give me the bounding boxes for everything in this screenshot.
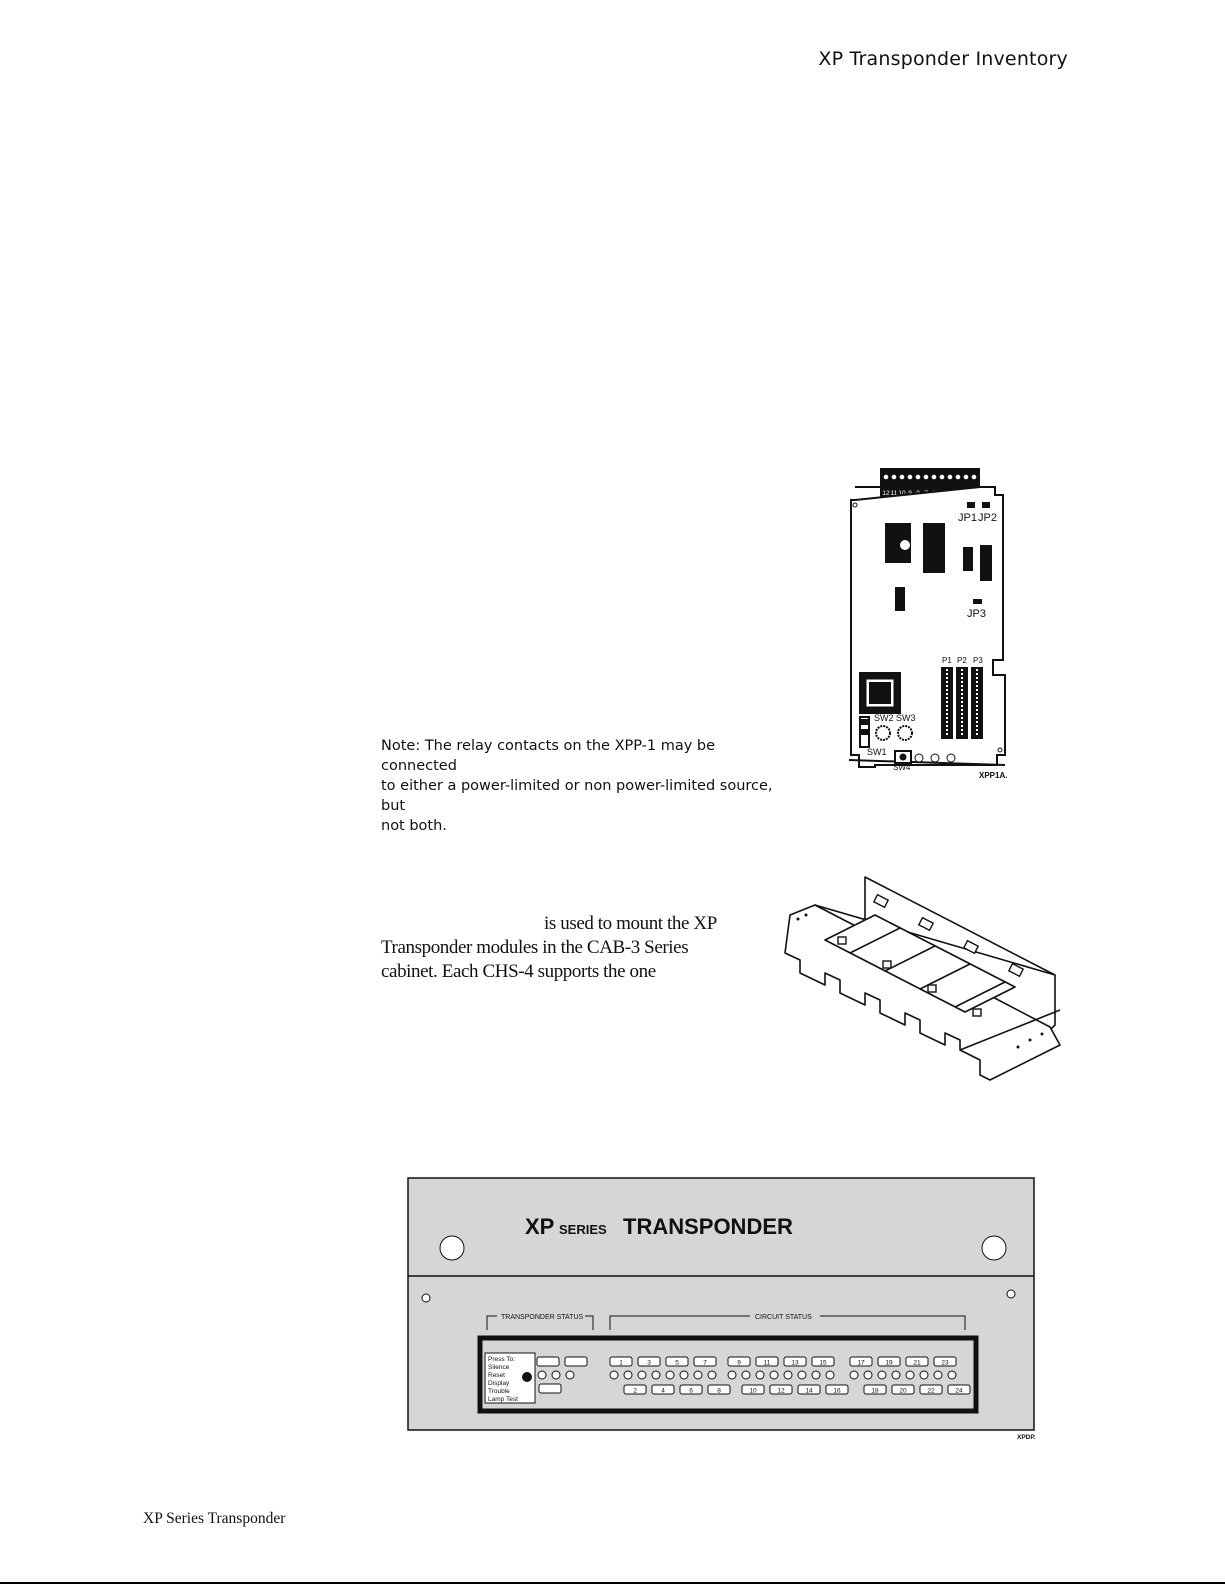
terminal-screw — [900, 475, 905, 480]
running-header: XP Transponder Inventory — [818, 48, 1068, 70]
circuit-label-odd: 17 — [857, 1359, 865, 1367]
circuit-label-even: 12 — [777, 1387, 785, 1395]
terminal-screw — [924, 475, 929, 480]
chs-line: cabinet. Each CHS-4 supports the one — [381, 961, 656, 982]
circuit-label-odd: 13 — [791, 1359, 799, 1367]
transponder-front-panel — [405, 1175, 1045, 1455]
chip-d — [980, 545, 992, 581]
terminal-screw — [964, 475, 969, 480]
circuit-led — [756, 1371, 764, 1379]
circuit-label-odd: 11 — [763, 1359, 771, 1367]
circuit-led — [892, 1371, 900, 1379]
terminal-number: 10 — [898, 490, 906, 497]
chip-b — [923, 523, 945, 573]
circuit-led — [610, 1371, 618, 1379]
screw-icon — [422, 1294, 430, 1302]
chs4-description — [381, 912, 741, 984]
circuit-label-even: 22 — [927, 1387, 935, 1395]
svg-text:SW4: SW4 — [893, 763, 911, 772]
terminal-number: 11 — [890, 490, 898, 497]
panel-title-xp: XP — [525, 1214, 555, 1239]
terminal-screw — [892, 475, 897, 480]
terminal-screw — [972, 475, 977, 480]
note-line: to either a power-limited or non power-limited source, but — [381, 778, 773, 814]
circuit-led — [920, 1371, 928, 1379]
circuit-label-odd: 7 — [703, 1359, 707, 1367]
circuit-led — [850, 1371, 858, 1379]
circuit-led — [638, 1371, 646, 1379]
svg-text:P1: P1 — [942, 656, 952, 665]
circuit-label-even: 18 — [871, 1387, 879, 1395]
circuit-label-odd: 5 — [675, 1359, 679, 1367]
screw-icon — [1007, 1290, 1015, 1298]
page-footer: XP Series Transponder — [143, 1510, 286, 1527]
svg-text:Press To: Silence: Press To: Silence Reset Display Trouble Lamp Test — [488, 1356, 518, 1403]
circuit-label-even: 14 — [805, 1387, 813, 1395]
press-to-box — [485, 1353, 535, 1403]
circuit-led — [728, 1371, 736, 1379]
svg-text:P2: P2 — [957, 656, 967, 665]
panel-caption: XPDP. — [1017, 1434, 1036, 1441]
circuit-label-odd: 9 — [737, 1359, 741, 1367]
svg-text:SW2: SW2 — [874, 713, 894, 723]
circuit-led — [878, 1371, 886, 1379]
mounting-hole-right — [982, 1236, 1006, 1260]
circuit-label-even: 16 — [833, 1387, 841, 1395]
chip-c — [963, 547, 973, 571]
chs4-chassis-illustration — [780, 875, 1075, 1090]
board-caption: XPP1A. — [979, 771, 1008, 780]
circuit-label-odd: 21 — [913, 1359, 921, 1367]
chs-line: Transponder modules in the CAB-3 Series — [381, 937, 689, 958]
circuit-led — [680, 1371, 688, 1379]
circuit-led — [826, 1371, 834, 1379]
terminal-screw — [884, 475, 889, 480]
mounting-hole-left — [440, 1236, 464, 1260]
circuit-led — [784, 1371, 792, 1379]
circuit-led — [624, 1371, 632, 1379]
circuit-label-even: 2 — [633, 1387, 637, 1395]
jp3-label: JP3 — [967, 608, 986, 620]
terminal-screw — [908, 475, 913, 480]
xpp1-board-illustration — [845, 465, 1025, 785]
circuit-label-odd: 15 — [819, 1359, 827, 1367]
note-line: Note: The relay contacts on the XPP-1 may be connected — [381, 738, 716, 774]
terminal-number: 12 — [882, 490, 890, 497]
circuit-label-odd: 19 — [885, 1359, 893, 1367]
terminal-screw — [948, 475, 953, 480]
transformer — [859, 672, 901, 714]
circuit-status-label: CIRCUIT STATUS — [755, 1314, 812, 1321]
circuit-led — [694, 1371, 702, 1379]
circuit-led — [742, 1371, 750, 1379]
chs-line: is used to mount the XP — [544, 913, 717, 934]
circuit-label-even: 20 — [899, 1387, 907, 1395]
footer-rule — [0, 1582, 1225, 1584]
circuit-label-odd: 3 — [647, 1359, 651, 1367]
circuit-label-odd: 1 — [619, 1359, 623, 1367]
jp2-label: JP2 — [978, 512, 997, 524]
circuit-led — [948, 1371, 956, 1379]
circuit-led — [798, 1371, 806, 1379]
svg-text:SW1: SW1 — [867, 747, 887, 757]
circuit-led — [812, 1371, 820, 1379]
terminal-screw — [940, 475, 945, 480]
chip-e — [895, 587, 905, 611]
circuit-led — [906, 1371, 914, 1379]
circuit-led — [708, 1371, 716, 1379]
circuit-label-even: 8 — [717, 1387, 721, 1395]
relay-note — [381, 736, 781, 836]
circuit-led — [652, 1371, 660, 1379]
svg-text:P3: P3 — [973, 656, 983, 665]
panel-title-series: SERIES — [559, 1222, 607, 1237]
circuit-label-even: 4 — [661, 1387, 665, 1395]
note-line: not both. — [381, 818, 447, 834]
terminal-screw — [956, 475, 961, 480]
circuit-label-even: 24 — [955, 1387, 963, 1395]
terminal-screw — [932, 475, 937, 480]
circuit-label-even: 10 — [749, 1387, 757, 1395]
circuit-led — [934, 1371, 942, 1379]
circuit-label-odd: 23 — [941, 1359, 949, 1367]
ribbon-connectors — [941, 656, 983, 739]
circuit-led — [666, 1371, 674, 1379]
terminal-screw — [916, 475, 921, 480]
panel-title-transponder: TRANSPONDER — [623, 1214, 793, 1239]
jp1-label: JP1 — [958, 512, 977, 524]
circuit-label-even: 6 — [689, 1387, 693, 1395]
circuit-led — [864, 1371, 872, 1379]
svg-text:SW3: SW3 — [896, 713, 916, 723]
transponder-status-label: TRANSPONDER STATUS — [501, 1314, 584, 1321]
circuit-led — [770, 1371, 778, 1379]
